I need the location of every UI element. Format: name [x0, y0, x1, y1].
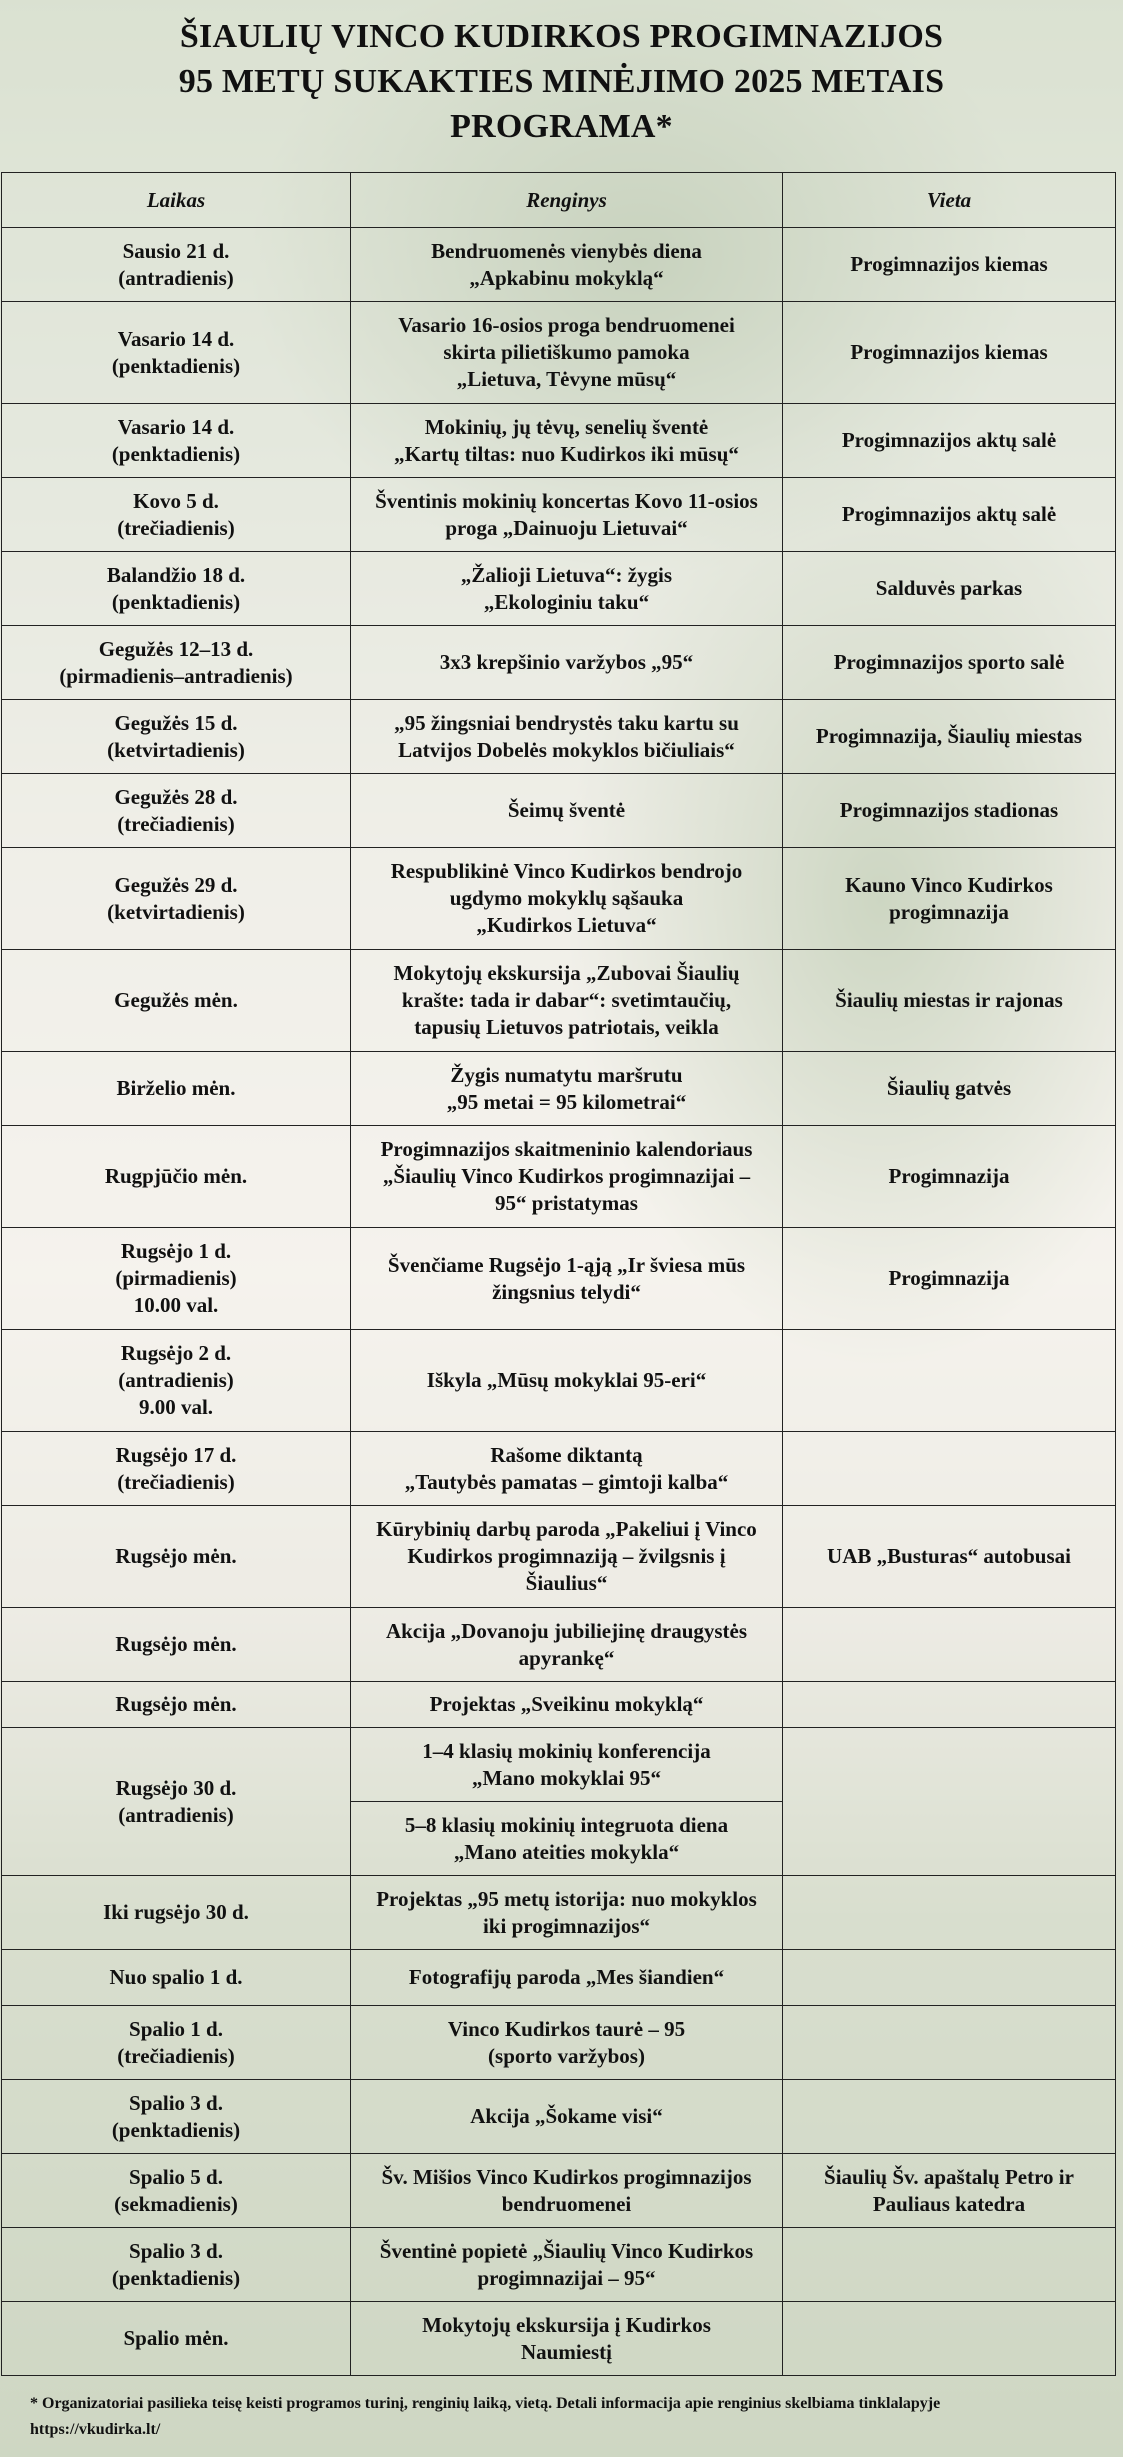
- cell-line: Spalio 3 d.: [129, 2238, 223, 2263]
- cell-line: Spalio 3 d.: [129, 2090, 223, 2115]
- cell-line: Šiaulius“: [525, 1571, 608, 1595]
- cell-place: [783, 774, 1116, 848]
- cell-line: Rugpjūčio mėn.: [104, 1164, 248, 1188]
- cell-place: [783, 1432, 1116, 1506]
- cell-line: Progimnazija: [888, 1164, 1010, 1188]
- cell-event: [351, 552, 783, 626]
- cell-line: Rugsėjo 30 d.: [115, 1775, 237, 1800]
- cell-line: progimnazija: [889, 899, 1009, 924]
- cell-line: progimnazijai – 95“: [477, 2265, 656, 2290]
- cell-line: (ketvirtadienis): [107, 899, 245, 924]
- table-header-row: [2, 173, 1116, 228]
- footnote-line: * Organizatoriai pasilieka teisę keisti programos turinį, renginių laiką, vietą. Detali informacija apie renginius skelbiama tinklalapyje: [30, 2395, 941, 2412]
- cell-time: [2, 2302, 351, 2376]
- cell-line: „Kudirkos Lietuva“: [476, 913, 657, 937]
- cell-time: [2, 1126, 351, 1228]
- cell-line: (pirmadienis–antradienis): [59, 663, 293, 688]
- cell-place: [783, 478, 1116, 552]
- table-row: [2, 478, 1116, 552]
- cell-line: Naumiestį: [521, 2339, 612, 2364]
- table-row: [2, 2006, 1116, 2080]
- cell-event: [351, 478, 783, 552]
- cell-line: UAB „Busturas“ autobusai: [827, 1544, 1071, 1568]
- cell-line: Mokytojų ekskursija į Kudirkos: [422, 2312, 711, 2337]
- cell-place: [783, 1950, 1116, 2006]
- cell-line: (antradienis): [118, 1368, 234, 1392]
- cell-event: [351, 2006, 783, 2080]
- cell-time: [2, 1608, 351, 1682]
- cell-line: Švenčiame Rugsėjo 1-ąją „Ir šviesa mūs: [387, 1252, 746, 1277]
- table-row: [2, 626, 1116, 700]
- cell-event: [351, 1802, 783, 1876]
- cell-line: Projektas „Sveikinu mokyklą“: [429, 1692, 704, 1716]
- cell-line: Mokytojų ekskursija „Zubovai Šiaulių: [393, 961, 740, 985]
- cell-line: Salduvės parkas: [875, 576, 1023, 600]
- cell-line: (sporto varžybos): [488, 2043, 645, 2068]
- cell-line: Projektas „95 metų istorija: nuo mokyklos: [376, 1886, 757, 1911]
- cell-line: Sausio 21 d.: [122, 238, 230, 263]
- cell-event: [351, 700, 783, 774]
- cell-place: [783, 302, 1116, 404]
- cell-place: [783, 1506, 1116, 1608]
- table-row: [2, 2154, 1116, 2228]
- cell-line: „95 metai = 95 kilometrai“: [446, 1089, 687, 1114]
- cell-line: Vasario 14 d.: [117, 326, 235, 351]
- cell-time: [2, 2080, 351, 2154]
- cell-line: Progimnazija: [888, 1266, 1010, 1290]
- cell-time: [2, 302, 351, 404]
- cell-line: Fotografijų paroda „Mes šiandien“: [408, 1965, 725, 1989]
- cell-place: [783, 1228, 1116, 1330]
- table-row: [2, 1608, 1116, 1682]
- table-row: [2, 1126, 1116, 1228]
- cell-line: „95 žingsniai bendrystės taku kartu su: [394, 710, 739, 735]
- cell-time: [2, 1506, 351, 1608]
- cell-event: [351, 950, 783, 1052]
- cell-line: (trečiadienis): [117, 1469, 235, 1494]
- cell-time: [2, 700, 351, 774]
- cell-line: Iškyla „Mūsų mokyklai 95-eri“: [426, 1368, 707, 1392]
- cell-line: (penktadienis): [111, 353, 241, 378]
- cell-place: [783, 1052, 1116, 1126]
- cell-line: Gegužės 15 d.: [114, 710, 238, 735]
- cell-line: (penktadienis): [111, 2117, 241, 2142]
- cell-line: Rugsėjo 2 d.: [120, 1341, 232, 1365]
- cell-line: „Lietuva, Tėvyne mūsų“: [456, 367, 677, 391]
- cell-line: „Mano mokyklai 95“: [471, 1765, 662, 1790]
- cell-line: (sekmadienis): [114, 2191, 238, 2216]
- cell-line: (trečiadienis): [117, 2043, 235, 2068]
- cell-line: Akcija „Šokame visi“: [470, 2104, 663, 2128]
- title-line: 95 METŲ SUKAKTIES MINĖJIMO 2025 METAIS: [178, 63, 945, 100]
- cell-event: [351, 302, 783, 404]
- cell-event: [351, 1682, 783, 1728]
- cell-time: [2, 2154, 351, 2228]
- footnote-line: https://vkudirka.lt/: [30, 2421, 161, 2438]
- cell-line: Nuo spalio 1 d.: [109, 1965, 243, 1989]
- cell-event: [351, 1950, 783, 2006]
- table-row: [2, 774, 1116, 848]
- cell-time: [2, 774, 351, 848]
- cell-line: Progimnazijos skaitmeninio kalendoriaus: [380, 1137, 753, 1161]
- cell-line: žingsnius telydi“: [492, 1279, 641, 1304]
- cell-line: Rugsėjo mėn.: [115, 1544, 237, 1568]
- cell-line: Gegužės 29 d.: [114, 872, 238, 897]
- cell-line: „Žalioji Lietuva“: žygis: [460, 562, 673, 587]
- cell-line: tapusių Lietuvos patriotais, veikla: [414, 1015, 719, 1039]
- cell-line: Respublikinė Vinco Kudirkos bendrojo: [390, 859, 743, 883]
- cell-line: Rugsėjo mėn.: [115, 1692, 237, 1716]
- table-row: [2, 1682, 1116, 1728]
- cell-line: Akcija „Dovanoju jubiliejinę draugystės: [385, 1618, 748, 1643]
- cell-place: [783, 950, 1116, 1052]
- table-row: [2, 700, 1116, 774]
- table-row: [2, 1330, 1116, 1432]
- cell-line: (antradienis): [118, 1802, 234, 1827]
- cell-line: Spalio mėn.: [123, 2326, 229, 2350]
- cell-time: [2, 228, 351, 302]
- table-row: [2, 302, 1116, 404]
- table-row: [2, 1876, 1116, 1950]
- table-row: [2, 1228, 1116, 1330]
- cell-event: [351, 1330, 783, 1432]
- cell-line: Spalio 5 d.: [129, 2164, 223, 2189]
- cell-time: [2, 848, 351, 950]
- cell-line: Latvijos Dobelės mokyklos bičiuliais“: [398, 737, 735, 762]
- cell-line: bendruomenei: [501, 2191, 632, 2216]
- cell-line: Kūrybinių darbų paroda „Pakeliui į Vinco: [376, 1517, 757, 1541]
- cell-event: [351, 2154, 783, 2228]
- cell-line: Birželio mėn.: [116, 1076, 236, 1100]
- cell-time: [2, 1876, 351, 1950]
- header-time: Laikas: [2, 173, 351, 228]
- cell-line: ugdymo mokyklų sąšauka: [449, 886, 684, 910]
- cell-event: [351, 1876, 783, 1950]
- cell-line: Žygis numatytu maršrutu: [450, 1062, 683, 1087]
- cell-place: [783, 1330, 1116, 1432]
- cell-line: „Kartų tiltas: nuo Kudirkos iki mūsų“: [394, 441, 739, 466]
- cell-line: Kauno Vinco Kudirkos: [845, 872, 1053, 897]
- cell-place: [783, 2302, 1116, 2376]
- cell-line: „Tautybės pamatas – gimtoji kalba“: [404, 1469, 729, 1494]
- cell-line: Šiaulių gatvės: [886, 1076, 1012, 1100]
- cell-line: Kudirkos progimnaziją – žvilgsnis į: [407, 1544, 726, 1568]
- cell-line: Rašome diktantą: [490, 1442, 643, 1467]
- cell-line: Spalio 1 d.: [129, 2016, 223, 2041]
- cell-time: [2, 950, 351, 1052]
- cell-place: [783, 228, 1116, 302]
- cell-line: (trečiadienis): [117, 515, 235, 540]
- cell-time: [2, 2228, 351, 2302]
- cell-line: Vasario 14 d.: [117, 414, 235, 439]
- title-line: ŠIAULIŲ VINCO KUDIRKOS PROGIMNAZIJOS: [179, 18, 944, 55]
- cell-place: [783, 700, 1116, 774]
- cell-line: Bendruomenės vienybės diena: [431, 238, 702, 263]
- cell-event: [351, 626, 783, 700]
- cell-line: (trečiadienis): [117, 811, 235, 836]
- cell-line: Progimnazijos aktų salė: [841, 428, 1057, 452]
- cell-line: Vasario 16-osios proga bendruomenei: [398, 313, 735, 337]
- cell-line: Šeimų šventė: [507, 798, 626, 822]
- cell-line: Šventinis mokinių koncertas Kovo 11-osios: [375, 488, 758, 513]
- cell-event: [351, 1608, 783, 1682]
- cell-line: „Ekologiniu taku“: [483, 589, 650, 614]
- cell-line: Vinco Kudirkos taurė – 95: [447, 2016, 686, 2041]
- cell-line: Gegužės 12–13 d.: [98, 636, 254, 661]
- cell-line: Progimnazijos kiemas: [850, 340, 1048, 364]
- cell-line: Progimnazijos aktų salė: [841, 502, 1057, 526]
- cell-event: [351, 1728, 783, 1802]
- cell-event: [351, 1126, 783, 1228]
- cell-line: „Mano ateities mokykla“: [453, 1839, 680, 1864]
- table-row: [2, 404, 1116, 478]
- cell-event: [351, 2228, 783, 2302]
- table-row: [2, 950, 1116, 1052]
- cell-place: [783, 1876, 1116, 1950]
- table-row: [2, 228, 1116, 302]
- cell-place: [783, 848, 1116, 950]
- cell-line: Balandžio 18 d.: [106, 562, 246, 587]
- cell-line: (ketvirtadienis): [107, 737, 245, 762]
- cell-event: [351, 2080, 783, 2154]
- cell-place: [783, 1126, 1116, 1228]
- table-row: [2, 848, 1116, 950]
- page-title: [0, 0, 1123, 149]
- cell-line: 9.00 val.: [138, 1395, 214, 1419]
- cell-event: [351, 1052, 783, 1126]
- cell-line: Progimnazijos kiemas: [850, 252, 1048, 276]
- cell-event: [351, 2302, 783, 2376]
- cell-line: Iki rugsėjo 30 d.: [103, 1900, 249, 1924]
- cell-line: 3x3 krepšinio varžybos „95“: [439, 650, 694, 674]
- cell-time: [2, 1432, 351, 1506]
- header-place: Vieta: [783, 173, 1116, 228]
- cell-event: [351, 848, 783, 950]
- cell-line: (antradienis): [118, 265, 234, 290]
- cell-line: skirta pilietiškumo pamoka: [443, 340, 690, 364]
- cell-line: Rugsėjo mėn.: [115, 1632, 237, 1656]
- cell-time: [2, 2006, 351, 2080]
- table-row: [2, 2302, 1116, 2376]
- cell-line: Gegužės 28 d.: [114, 784, 238, 809]
- cell-time: [2, 1228, 351, 1330]
- cell-line: Gegužės mėn.: [114, 988, 238, 1012]
- cell-event: [351, 1506, 783, 1608]
- cell-time: [2, 1950, 351, 2006]
- table-row: [2, 1052, 1116, 1126]
- table-row: [2, 552, 1116, 626]
- cell-place: [783, 1682, 1116, 1728]
- cell-place: [783, 2006, 1116, 2080]
- cell-line: (penktadienis): [111, 589, 241, 614]
- cell-time: [2, 1330, 351, 1432]
- cell-line: Rugsėjo 17 d.: [115, 1442, 237, 1467]
- cell-line: „Šiaulių Vinco Kudirkos progimnazijai –: [382, 1164, 751, 1188]
- cell-line: Mokinių, jų tėvų, senelių šventė: [424, 414, 709, 439]
- cell-line: (pirmadienis): [115, 1266, 237, 1290]
- cell-line: Šventinė popietė „Šiaulių Vinco Kudirkos: [379, 2238, 754, 2263]
- cell-place: [783, 2228, 1116, 2302]
- title-line: PROGRAMA*: [450, 108, 673, 145]
- cell-line: Progimnazijos stadionas: [839, 798, 1059, 822]
- cell-line: 1–4 klasių mokinių konferencija: [422, 1738, 711, 1763]
- cell-event: [351, 1432, 783, 1506]
- cell-place: [783, 626, 1116, 700]
- cell-place: [783, 1608, 1116, 1682]
- cell-line: Pauliaus katedra: [872, 2191, 1026, 2216]
- table-row: [2, 1728, 1116, 1802]
- table-row: [2, 1432, 1116, 1506]
- cell-place: [783, 2154, 1116, 2228]
- table-row: [2, 2228, 1116, 2302]
- cell-time: [2, 404, 351, 478]
- table-row: [2, 1950, 1116, 2006]
- footnote: [30, 2391, 1100, 2443]
- cell-event: [351, 228, 783, 302]
- table-row: [2, 1506, 1116, 1608]
- cell-line: iki progimnazijos“: [482, 1913, 651, 1938]
- cell-event: [351, 774, 783, 848]
- cell-time: [2, 1682, 351, 1728]
- cell-event: [351, 1228, 783, 1330]
- cell-line: Progimnazijos sporto salė: [833, 650, 1065, 674]
- cell-line: (penktadienis): [111, 2265, 241, 2290]
- cell-line: krašte: tada ir dabar“: svetimtaučių,: [401, 988, 732, 1012]
- cell-line: 10.00 val.: [133, 1293, 219, 1317]
- cell-line: Rugsėjo 1 d.: [120, 1239, 232, 1263]
- cell-line: Kovo 5 d.: [133, 488, 219, 513]
- program-table: [1, 172, 1116, 2376]
- cell-place: [783, 552, 1116, 626]
- cell-time: [2, 1052, 351, 1126]
- cell-place: [783, 2080, 1116, 2154]
- cell-line: (penktadienis): [111, 441, 241, 466]
- cell-line: apyrankę“: [518, 1645, 615, 1670]
- cell-time: [2, 626, 351, 700]
- header-event: Renginys: [351, 173, 783, 228]
- cell-event: [351, 404, 783, 478]
- cell-line: proga „Dainuoju Lietuvai“: [445, 515, 688, 540]
- cell-time: [2, 1728, 351, 1876]
- cell-place: [783, 404, 1116, 478]
- cell-time: [2, 478, 351, 552]
- cell-place: [783, 1728, 1116, 1876]
- cell-line: Progimnazija, Šiaulių miestas: [815, 724, 1083, 748]
- table-row: [2, 2080, 1116, 2154]
- cell-time: [2, 552, 351, 626]
- cell-line: 95“ pristatymas: [495, 1191, 638, 1215]
- cell-line: Šv. Mišios Vinco Kudirkos progimnazijos: [381, 2164, 752, 2189]
- cell-line: „Apkabinu mokyklą“: [469, 265, 664, 290]
- cell-line: Šiaulių Šv. apaštalų Petro ir: [824, 2164, 1074, 2189]
- cell-line: 5–8 klasių mokinių integruota diena: [404, 1812, 729, 1837]
- cell-line: Šiaulių miestas ir rajonas: [835, 988, 1063, 1012]
